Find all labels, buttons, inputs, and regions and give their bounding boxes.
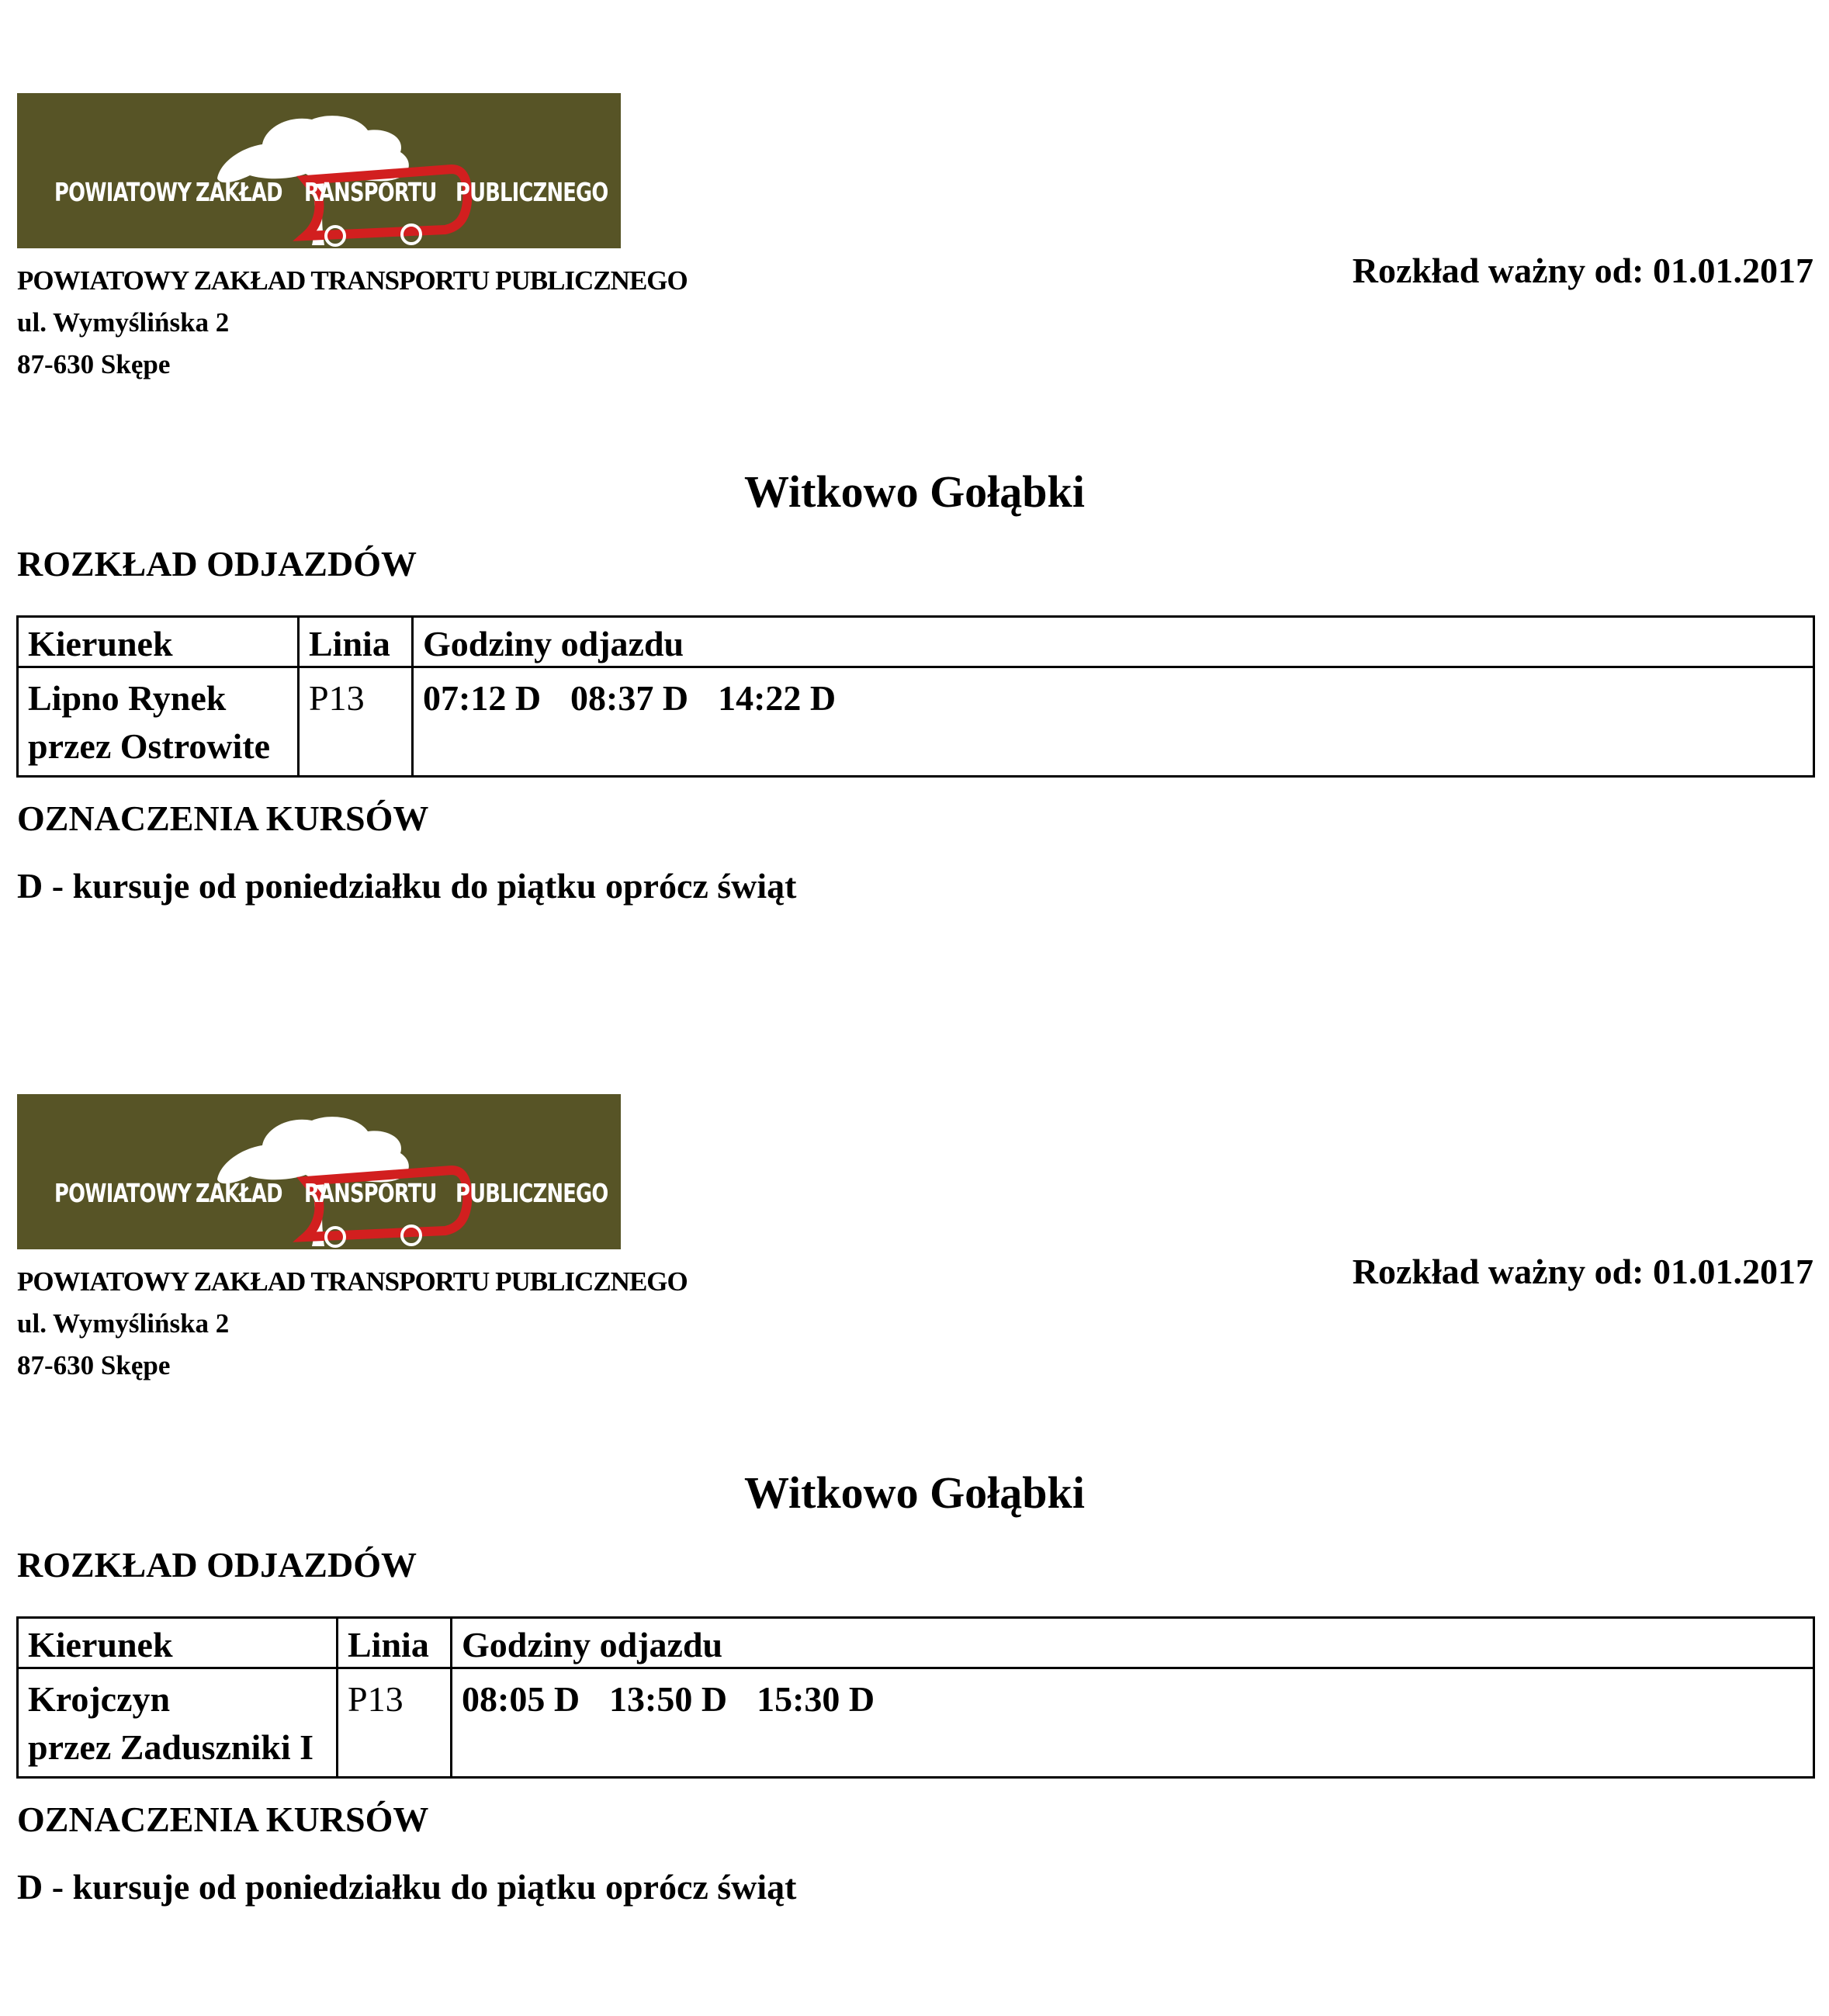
header-times: Godziny odjazdu xyxy=(413,617,1814,667)
header-direction: Kierunek xyxy=(18,617,299,667)
direction-name: Krojczyn xyxy=(28,1679,171,1719)
schedule-heading: ROZKŁAD ODJAZDÓW xyxy=(17,1545,417,1585)
company-name: POWIATOWY ZAKŁAD TRANSPORTU PUBLICZNEGO xyxy=(17,1266,688,1297)
header-times: Godziny odjazdu xyxy=(452,1618,1814,1668)
legend-heading: OZNACZENIA KURSÓW xyxy=(17,798,429,838)
company-street: ul. Wymyślińska 2 xyxy=(17,307,230,338)
company-logo xyxy=(17,1094,621,1249)
logo-word-2: ZAKŁAD xyxy=(196,177,282,207)
timetable-section-1 xyxy=(0,0,1829,1001)
logo-word-3: RANSPORTU xyxy=(304,1178,437,1208)
logo-word-1: POWIATOWY xyxy=(54,177,192,207)
line-cell: P13 xyxy=(338,1668,452,1778)
timetable-section-2 xyxy=(0,1001,1829,2002)
valid-from: Rozkład ważny od: 01.01.2017 xyxy=(1352,1252,1813,1291)
departure-time: 15:30 D xyxy=(757,1679,875,1719)
departure-time: 13:50 D xyxy=(609,1679,728,1719)
departures-table xyxy=(16,1616,1815,1779)
departure-time: 14:22 D xyxy=(718,678,837,718)
legend-heading: OZNACZENIA KURSÓW xyxy=(17,1800,429,1839)
logo-word-4: PUBLICZNEGO xyxy=(456,177,608,207)
table-row xyxy=(18,667,1814,777)
company-name: POWIATOWY ZAKŁAD TRANSPORTU PUBLICZNEGO xyxy=(17,265,688,296)
company-city: 87-630 Skępe xyxy=(17,349,171,379)
logo-word-3: RANSPORTU xyxy=(304,177,437,207)
header-line: Linia xyxy=(299,617,413,667)
departure-time: 08:37 D xyxy=(570,678,689,718)
schedule-heading: ROZKŁAD ODJAZDÓW xyxy=(17,544,417,584)
tree-bus-logo-icon xyxy=(17,93,621,248)
company-logo xyxy=(17,93,621,248)
line-cell: P13 xyxy=(299,667,413,777)
departures-table xyxy=(16,615,1815,778)
times-cell xyxy=(452,1668,1814,1778)
header-line: Linia xyxy=(338,1618,452,1668)
direction-via: przez Zaduszniki I xyxy=(28,1727,314,1767)
company-address xyxy=(17,260,688,386)
table-row xyxy=(18,1668,1814,1778)
company-address xyxy=(17,1261,688,1387)
tree-bus-logo-icon xyxy=(17,1094,621,1249)
departure-time: 08:05 D xyxy=(462,1679,580,1719)
company-street: ul. Wymyślińska 2 xyxy=(17,1308,230,1339)
legend-text: D - kursuje od poniedziałku do piątku oprócz świąt xyxy=(17,1867,797,1907)
valid-from: Rozkład ważny od: 01.01.2017 xyxy=(1352,251,1813,290)
departure-time: 07:12 D xyxy=(423,678,542,718)
direction-cell xyxy=(18,1668,338,1778)
logo-word-1: POWIATOWY xyxy=(54,1178,192,1208)
table-header-row xyxy=(18,1618,1814,1668)
table-header-row xyxy=(18,617,1814,667)
company-city: 87-630 Skępe xyxy=(17,1350,171,1380)
legend-text: D - kursuje od poniedziałku do piątku oprócz świąt xyxy=(17,866,797,906)
logo-word-2: ZAKŁAD xyxy=(196,1178,282,1208)
times-cell xyxy=(413,667,1814,777)
direction-cell xyxy=(18,667,299,777)
direction-via: przez Ostrowite xyxy=(28,726,271,766)
logo-word-4: PUBLICZNEGO xyxy=(456,1178,608,1208)
header-direction: Kierunek xyxy=(18,1618,338,1668)
stop-name: Witkowo Gołąbki xyxy=(744,1467,1085,1518)
stop-name: Witkowo Gołąbki xyxy=(744,466,1085,517)
direction-name: Lipno Rynek xyxy=(28,678,227,718)
